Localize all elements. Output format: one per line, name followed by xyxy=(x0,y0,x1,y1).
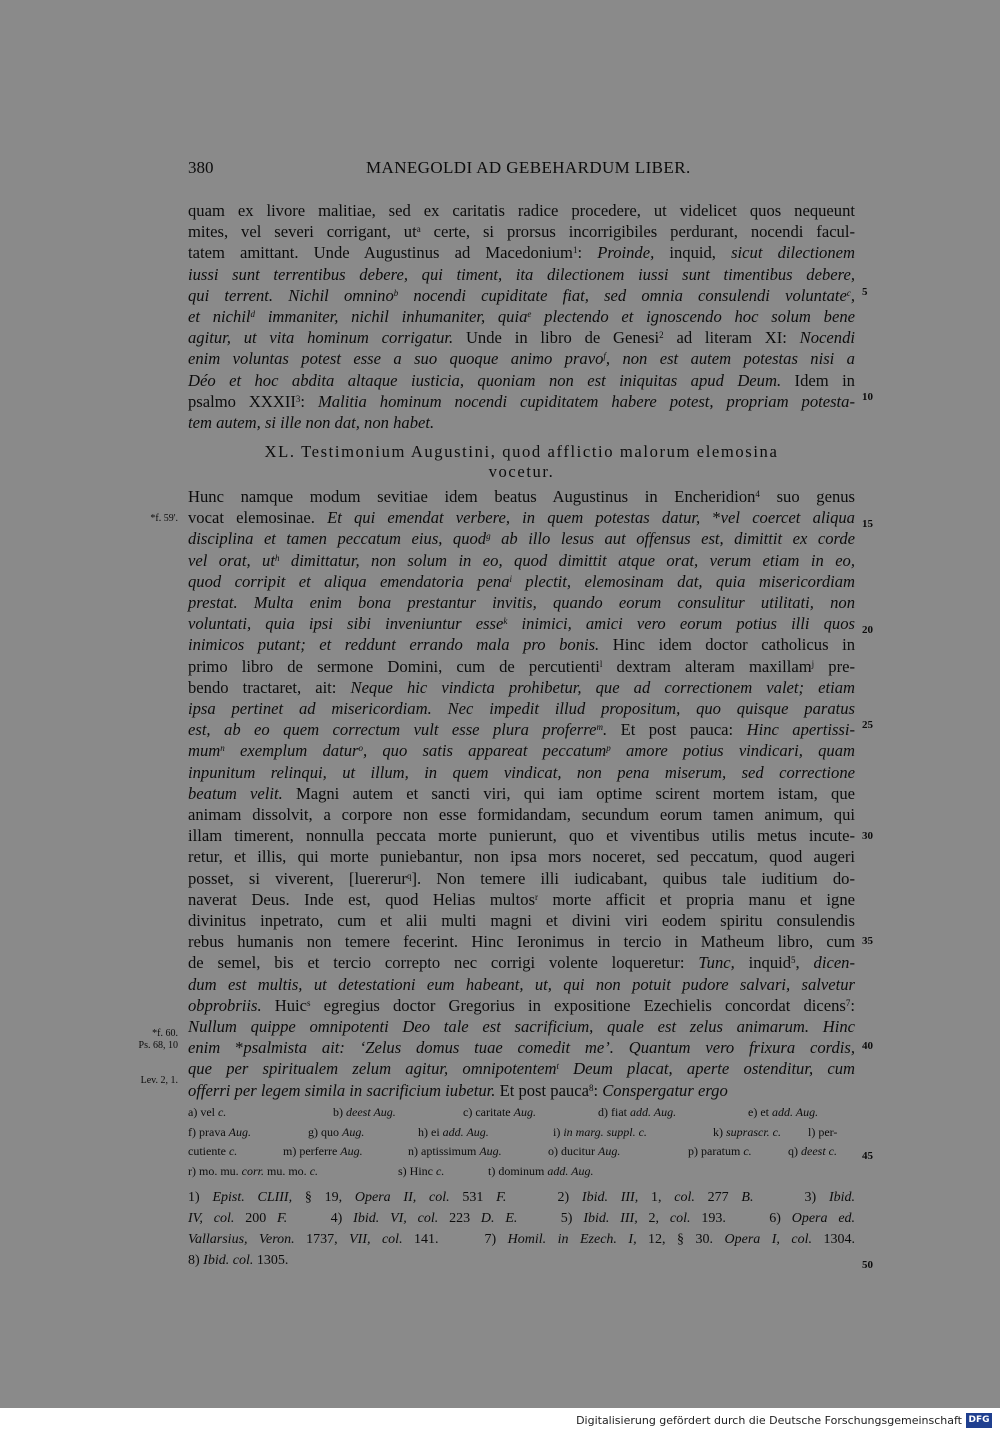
line-number: 15 xyxy=(862,518,873,530)
text-line-top-3: tatem amittant. Unde Augustinus ad Macedonium$^1$: Proinde, inquid, sicut dilectionem xyxy=(188,243,855,263)
apparatus-entry: r) mo. mu. corr. mu. mo. c. xyxy=(188,1163,319,1178)
apparatus-entry: t) dominum add. Aug. xyxy=(488,1163,594,1178)
text-line-main-16: animam dissolvit, a corpore non esse formidandam, secundum eorum tamen animum, qui xyxy=(188,805,855,824)
text-line-main-26: Nullum quippe omnipotenti Deo tale est sacrificium, quale est zelus animarum. Hinc xyxy=(188,1017,855,1036)
text-line-main-21: divinitus inpetrato, cum et alii multi magni et divini viri eodem spiritu consulendis xyxy=(188,911,855,930)
text-line-top-2: mites, vel severi corrigant, $ut^a$ certe, si prorsus incorrigibiles perdurant, nocendi facul- xyxy=(188,222,855,242)
section-heading-line-2: vocetur. xyxy=(488,462,555,481)
apparatus-entry: cutiente c. xyxy=(188,1144,238,1158)
text-line-top-11: tem autem, si ille non dat, non habet. xyxy=(188,413,435,432)
apparatus-entry: n) aptissimum Aug. xyxy=(408,1144,502,1158)
apparatus-entry: i) in marg. suppl. c. xyxy=(553,1124,647,1139)
line-number: 35 xyxy=(862,935,873,947)
source-note-line: Vallarsius, Veron. 1737, VII, col. 141. 7) Homil. in Ezech. I, 12, § 30. Opera I, col. 1304. xyxy=(188,1232,856,1247)
text-line-main-7: voluntati, quia ipsi sibi inveniuntur esse$^k$ inimici, amici vero eorum potius illi quos xyxy=(188,614,855,634)
source-note-line: IV, col. 200 F. 4) Ibid. VI, col. 223 D. E. 5) Ibid. III, 2, col. 193. 6) Opera ed. xyxy=(188,1211,856,1226)
text-line-main-17: illam timerent, nonnulla peccata morte punierunt, quo et viventibus utilis metus incute- xyxy=(188,826,855,846)
apparatus-entry: h) ei add. Aug. xyxy=(418,1124,489,1139)
text-line-top-8: enim voluntas potest esse a suo quoque animo pravo$^f$, non est autem potestas nisi a xyxy=(188,349,855,369)
text-line-main-27: enim *psalmista ait: ‘Zelus domus tuae comedit me’. Quantum vero frixura cordis, xyxy=(188,1038,855,1058)
apparatus-entry: q) deest c. xyxy=(788,1144,837,1158)
section-heading-line-1: XL. Testimonium Augustini, quod afflictio malorum elemosina xyxy=(264,442,779,461)
text-line-main-28: que per spiritualem zelum agitur, omnipotentem$^t$ Deum placat, aperte ostenditur, cum xyxy=(188,1059,855,1079)
apparatus-entry: e) et add. Aug. xyxy=(748,1105,819,1119)
running-header xyxy=(188,158,858,180)
text-line-top-5: qui terrent. Nichil omnino$^b$ nocendi cupiditate fiat, sed omnia consulendi voluntate$^c$, xyxy=(188,285,855,305)
line-number: 20 xyxy=(862,624,873,636)
footer-bar xyxy=(0,1408,1000,1434)
text-line-main-5: quod corripit et aliqua emendatoria pena$^i$ plectit, elemosinam dat, quia misericordiam xyxy=(188,571,856,591)
text-line-top-9: Déo et hoc abdita altaque iusticia, quoniam non est iniquitas apud Deum. Idem in xyxy=(188,370,855,390)
line-number: 10 xyxy=(862,391,873,403)
apparatus-row xyxy=(188,1161,855,1181)
text-line-top-10: psalmo XXXII$^3$: Malitia hominum nocendi cupiditatem habere potest, propriam potesta- xyxy=(188,391,855,411)
apparatus-entry: f) prava Aug. xyxy=(188,1124,251,1139)
text-line-main-3: disciplina et tamen peccatum eius, quod$^g$ ab illo lesus aut offensus est, dimittit ex corde xyxy=(188,529,855,549)
text-line-main-20: naverat Deus. Inde est, quod Helias multos$^r$ morte afficit et propria manu et igne xyxy=(188,889,855,909)
source-note-line: 8) Ibid. col. 1305. xyxy=(188,1253,289,1268)
apparatus-entry: c) caritate Aug. xyxy=(463,1105,536,1119)
running-title: MANEGOLDI AD GEBEHARDUM LIBER. xyxy=(366,158,691,177)
apparatus-entry: d) fiat add. Aug. xyxy=(598,1105,677,1119)
text-line-main-25: obprobriis. Huic$^s$ egregius doctor Gregorius in expositione Ezechielis concordat dicens$^7$: xyxy=(188,995,856,1015)
text-line-main-8: inimicos putant; et reddunt errando mala pro bonis. Hinc idem doctor catholicus in xyxy=(188,635,855,655)
text-line-main-24: dum est multis, ut detestationi eum habeant, ut, qui non potuit pudore salvari, salvetur xyxy=(188,974,855,994)
line-number: 45 xyxy=(862,1150,873,1162)
apparatus-row xyxy=(188,1141,855,1161)
margin-note: *f. 59'. xyxy=(150,513,178,524)
text-line-top-6: et nichil$^d$ immaniter, nichil inhumaniter, quia$^e$ plectendo et ignoscendo hoc solum bene xyxy=(188,307,855,326)
text-line-top-4: iussi sunt terrentibus debere, qui timent, ita dilectionem iussi sunt timentibus debere, xyxy=(188,264,855,284)
line-number: 50 xyxy=(862,1259,873,1271)
apparatus-row xyxy=(188,1122,855,1142)
apparatus-entry: s) Hinc c. xyxy=(398,1163,445,1178)
margin-note: Ps. 68, 10 xyxy=(138,1040,178,1051)
text-line-main-11: ipsa pertinet ad misericordiam. Nec impedit illud propositum, quo quisque paratus xyxy=(188,699,855,718)
margin-note: *f. 60. xyxy=(152,1028,178,1039)
line-number: 40 xyxy=(862,1040,873,1052)
dfg-logo-icon: DFG xyxy=(966,1413,992,1428)
text-line-main-12: est, ab eo quem correctum vult esse plura proferre$^m$. Et post pauca: Hinc apertissi- xyxy=(188,720,855,740)
text-line-main-9: primo libro de sermone Domini, cum de percutienti$^l$ dextram alteram maxillam$^j$ pre- xyxy=(188,656,855,676)
text-line-main-2: vocat elemosinae. Et qui emendat verbere, in quem potestas datur, *vel coercet aliqua xyxy=(188,508,855,528)
line-number: 5 xyxy=(862,286,868,298)
apparatus-entry: l) per- xyxy=(808,1124,838,1139)
apparatus-entry: m) perferre Aug. xyxy=(283,1144,363,1158)
text-line-main-18: retur, et illis, qui morte puniebantur, non ipsa mors noceret, sed peccatum, quod augeri xyxy=(188,847,855,867)
margin-note: Lev. 2, 1. xyxy=(140,1075,178,1086)
text-line-main-19: posset, si viverent, [luererur$^q$]. Non temere illi iudicabant, quibus tale iuditium do- xyxy=(188,868,855,888)
apparatus-entry: o) ducitur Aug. xyxy=(548,1144,621,1158)
page-number: 380 xyxy=(188,158,214,177)
apparatus-entry: k) suprascr. c. xyxy=(713,1124,782,1139)
text-line-main-14: inpunitum relinqui, ut illum, in quem vindicat, non pena miserum, sed correctione xyxy=(188,762,855,782)
text-line-main-29: offerri per legem simila in sacrificium iubetur. Et post pauca$^8$: Conspergatur ergo xyxy=(188,1080,728,1100)
source-note-line: 1) Epist. CLIII, § 19, Opera II, col. 531 F. 2) Ibid. III, 1, col. 277 B. 3) Ibid. xyxy=(188,1190,856,1205)
apparatus-row xyxy=(188,1102,855,1122)
text-line-main-1: Hunc namque modum sevitiae idem beatus Augustinus in Encheridion$^4$ suo genus xyxy=(188,487,856,506)
text-line-main-23: de semel, bis et tercio correpto nec corrigi volente loqueretur: Tunc, inquid$^5$, dicen- xyxy=(188,953,856,973)
text-line-top-7: agitur, ut vita hominum corrigatur. Unde in libro de Genesi$^2$ ad literam XI: Nocendi xyxy=(188,328,855,348)
apparatus-entry: g) quo Aug. xyxy=(308,1124,365,1139)
line-number: 30 xyxy=(862,830,873,842)
text-line-main-13: mum$^n$ exemplum datur$^o$, quo satis appareat peccatum$^p$ amore potius vindicari, quam xyxy=(188,741,855,761)
text-line-main-15: beatum velit. Magni autem et sancti viri, qui iam optime scirent mortem istam, que xyxy=(188,783,855,803)
text-line-main-4: vel orat, $ut^h$ dimittatur, non solum in eo, quod dimittit atque orat, verum etiam in eo, xyxy=(188,550,856,570)
text-line-main-22: rebus humanis non temere fecerint. Hinc Ieronimus in tercio in Matheum libro, cum xyxy=(188,932,855,952)
apparatus-entry: p) paratum c. xyxy=(688,1144,752,1158)
apparatus-entry: a) vel c. xyxy=(188,1105,227,1119)
text-line-main-10: bendo tractaret, ait: Neque hic vindicta prohibetur, que ad correctionem valet; etiam xyxy=(188,677,856,697)
text-line-main-6: prestat. Multa enim bona prestantur invitis, quando eorum consulitur utilitati, non xyxy=(188,593,855,612)
apparatus-entry: b) deest Aug. xyxy=(333,1105,396,1119)
text-line-top-1: quam ex livore malitiae, sed ex caritatis radice procedere, ut videlicet quos nequeunt xyxy=(188,201,855,220)
line-number: 25 xyxy=(862,719,873,731)
funding-credit: Digitalisierung gefördert durch die Deutsche Forschungsgemeinschaft xyxy=(576,1414,962,1427)
